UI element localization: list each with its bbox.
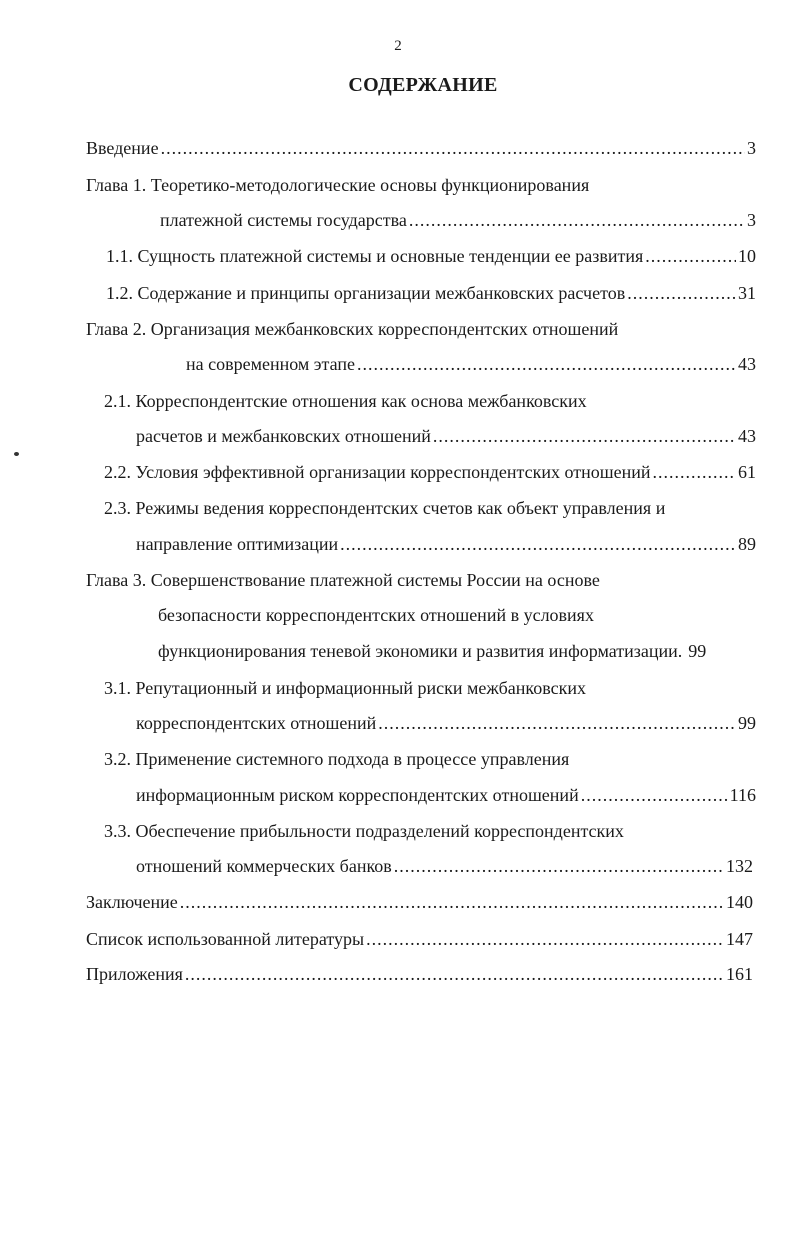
toc-section-3-3-heading: 3.3. Обеспечение прибыльности подразделений корреспондентских	[104, 821, 624, 841]
toc-entry-page: 99	[738, 713, 756, 733]
toc-entry-label: направление оптимизации	[136, 534, 339, 554]
toc-section-2-1	[136, 423, 756, 449]
toc-section-2-3	[136, 531, 756, 557]
toc-entry-appendices	[86, 961, 753, 987]
toc-chapter-3-heading: Глава 3. Совершенствование платежной системы России на основе	[86, 570, 600, 590]
dot-leader	[433, 423, 736, 449]
toc-entry-label: функционирования теневой экономики и развития информатизации.	[158, 641, 683, 661]
toc-chapter-2-entry	[186, 351, 756, 377]
toc-entry-label: на современном этапе	[186, 354, 355, 374]
toc-entry-label: отношений коммерческих банков	[136, 856, 392, 876]
dot-leader	[378, 710, 736, 736]
dot-leader	[366, 926, 724, 952]
toc-chapter-1-heading: Глава 1. Теоретико-методологические основы функционирования	[86, 175, 590, 195]
toc-entry-page: 116	[729, 785, 756, 805]
toc-entry-page: 147	[726, 929, 753, 949]
dot-leader	[652, 459, 736, 485]
toc-section-3-2-heading: 3.2. Применение системного подхода в процессе управления	[104, 749, 570, 769]
toc-entry-label: платежной системы государства	[160, 210, 407, 230]
toc-section-2-2	[104, 459, 756, 485]
page-number: 2	[394, 38, 402, 54]
toc-entry-page: 89	[738, 534, 756, 554]
toc-entry-page: 99	[688, 641, 707, 661]
toc-entry-label: корреспондентских отношений	[136, 713, 377, 733]
toc-entry-page: 43	[738, 426, 756, 446]
dot-leader	[180, 889, 724, 915]
toc-entry-page: 161	[726, 964, 753, 984]
dot-leader	[627, 280, 736, 306]
toc-section-2-1-heading: 2.1. Корреспондентские отношения как основа межбанковских	[104, 391, 587, 411]
toc-entry-label: информационным риском корреспондентских отношений	[136, 785, 579, 805]
scan-mark	[14, 452, 19, 456]
dot-leader	[645, 243, 736, 269]
toc-entry-page: 43	[738, 354, 756, 374]
toc-entry-label: Введение	[86, 138, 159, 158]
toc-entry-label: 1.2. Содержание и принципы организации межбанковских расчетов	[106, 283, 626, 303]
toc-section-2-3-heading: 2.3. Режимы ведения корреспондентских счетов как объект управления и	[104, 498, 666, 518]
dot-leader	[357, 351, 736, 377]
toc-section-3-2	[136, 782, 756, 808]
toc-title: СОДЕРЖАНИЕ	[348, 74, 498, 96]
toc-section-3-1	[136, 710, 756, 736]
toc-section-1-2	[106, 280, 756, 306]
toc-entry-label: 2.2. Условия эффективной организации корреспондентских отношений	[104, 462, 651, 482]
toc-entry-label: Приложения	[86, 964, 183, 984]
toc-chapter-3-heading-line-2: безопасности корреспондентских отношений в условиях	[158, 605, 594, 625]
toc-entry-label: расчетов и межбанковских отношений	[136, 426, 431, 446]
dot-leader	[394, 853, 724, 879]
toc-entry-page: 10	[738, 246, 756, 266]
dot-leader	[409, 207, 745, 233]
toc-chapter-3-entry	[158, 638, 756, 664]
toc-chapter-2-heading: Глава 2. Организация межбанковских корреспондентских отношений	[86, 319, 619, 339]
toc-section-3-3	[136, 853, 753, 879]
toc-section-1-1	[106, 243, 756, 269]
toc-entry-page: 140	[726, 892, 753, 912]
toc-entry-page: 61	[738, 462, 756, 482]
toc-entry-bibliography	[86, 926, 753, 952]
toc-entry-introduction	[86, 135, 756, 161]
toc-entry-page: 31	[738, 283, 756, 303]
toc-entry-page: 3	[747, 210, 756, 230]
toc-entry-label: Заключение	[86, 892, 178, 912]
toc-chapter-1-entry	[160, 207, 756, 233]
toc-entry-page: 132	[726, 856, 753, 876]
dot-leader	[581, 782, 728, 808]
toc-entry-label: 1.1. Сущность платежной системы и основные тенденции ее развития	[106, 246, 644, 266]
dot-leader	[340, 531, 736, 557]
dot-leader	[185, 961, 724, 987]
toc-entry-label: Список использованной литературы	[86, 929, 365, 949]
dot-leader	[161, 135, 745, 161]
toc-entry-page: 3	[747, 138, 756, 158]
toc-entry-conclusion	[86, 889, 753, 915]
toc-section-3-1-heading: 3.1. Репутационный и информационный риски межбанковских	[104, 678, 586, 698]
